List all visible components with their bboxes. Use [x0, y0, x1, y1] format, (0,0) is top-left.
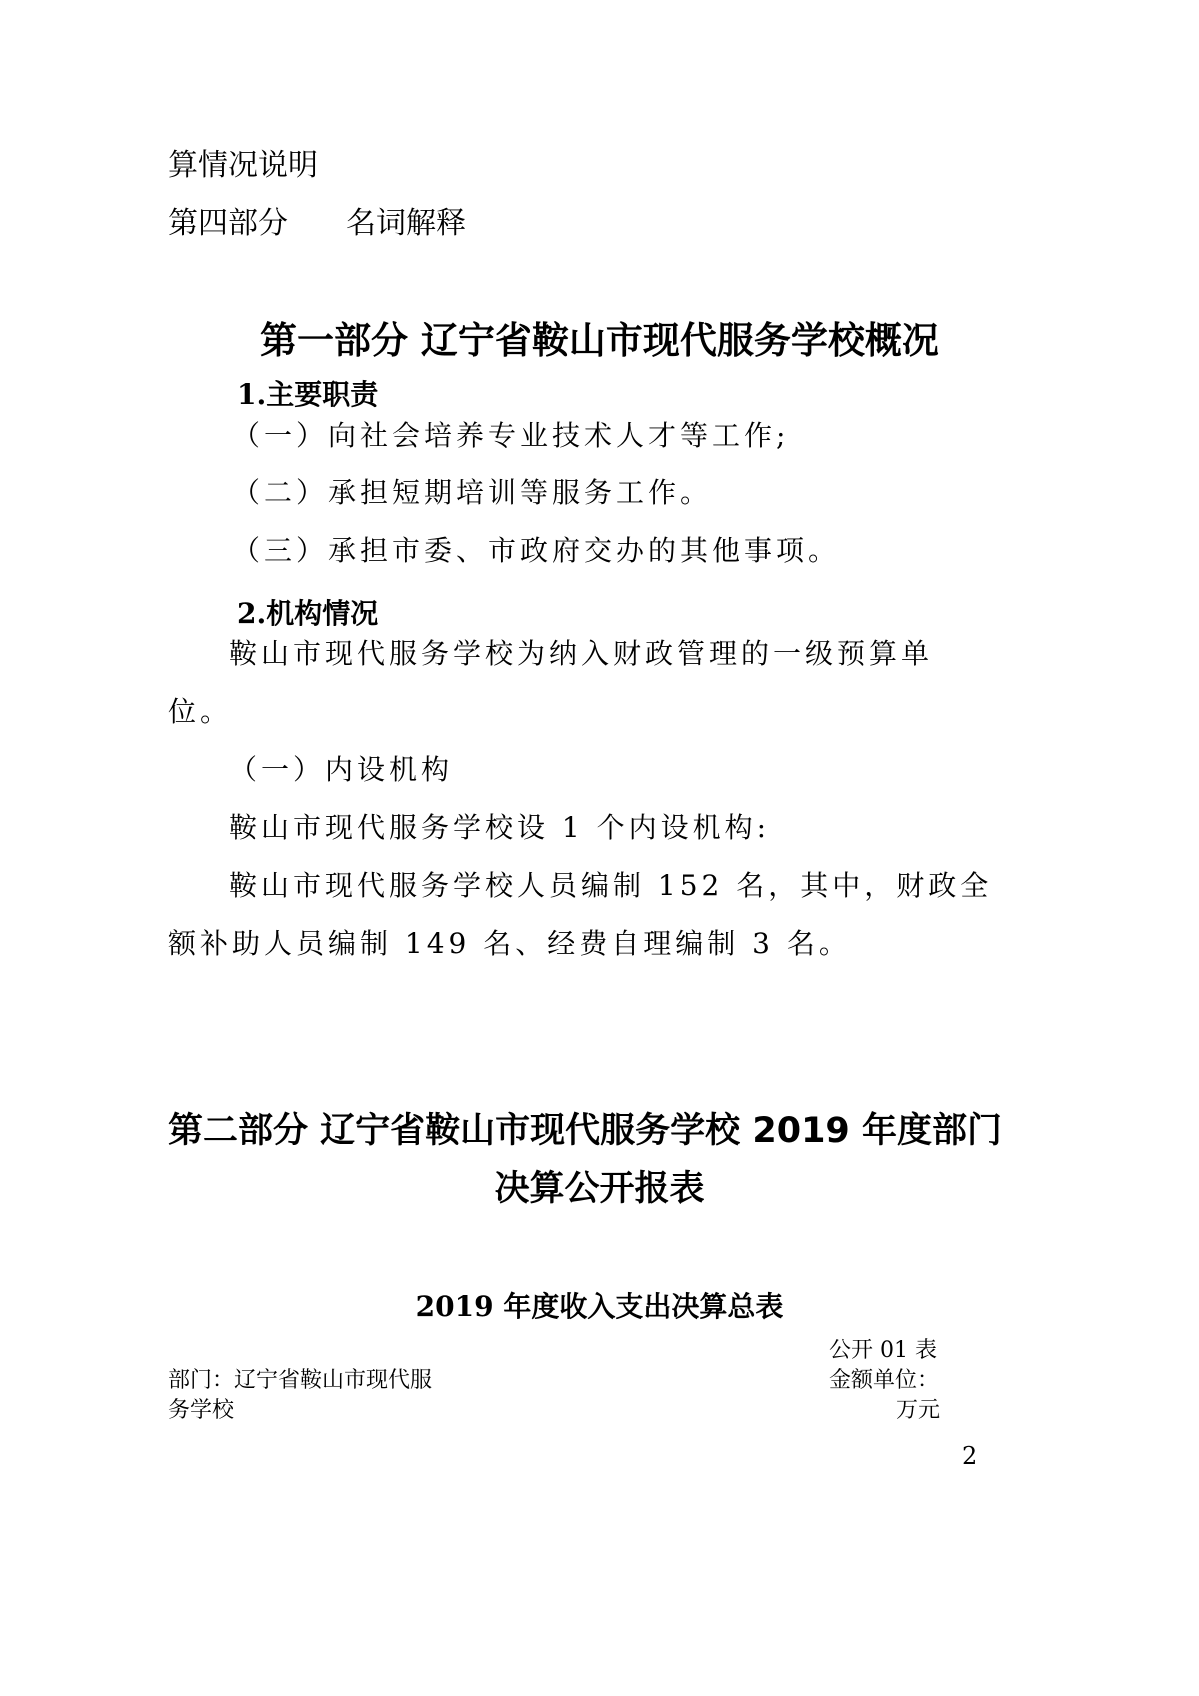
duty-item-2: （二）承担短期培训等服务工作。	[232, 476, 713, 509]
amount-unit-value: 万元	[896, 1398, 941, 1423]
toc-continued-line: 算情况说明	[168, 148, 318, 183]
table-title: 2019 年度收入支出决算总表	[415, 1290, 784, 1323]
amount-unit-label: 金额单位：	[829, 1368, 940, 1393]
department-line1: 部门：辽宁省鞍山市现代服	[168, 1368, 433, 1393]
staff-paragraph-line1: 鞍山市现代服务学校人员编制 152 名，其中，财政全	[229, 869, 993, 902]
org-paragraph-line1: 鞍山市现代服务学校为纳入财政管理的一级预算单	[229, 637, 934, 670]
section1-title: 1.主要职责	[237, 378, 379, 411]
page-number: 2	[962, 1442, 978, 1470]
staff-paragraph-line2: 额补助人员编制 149 名、经费自理编制 3 名。	[168, 927, 851, 960]
section2-title: 2.机构情况	[237, 597, 379, 630]
form-number: 公开 01 表	[829, 1338, 937, 1363]
part1-heading: 第一部分 辽宁省鞍山市现代服务学校概况	[260, 319, 939, 362]
part2-heading-line1: 第二部分 辽宁省鞍山市现代服务学校 2019 年度部门	[168, 1111, 1002, 1151]
duty-item-1: （一）向社会培养专业技术人才等工作;	[232, 419, 790, 452]
internal-org-title: （一）内设机构	[229, 753, 454, 786]
duty-item-3: （三）承担市委、市政府交办的其他事项。	[232, 534, 841, 567]
toc-part4-label: 第四部分	[168, 206, 288, 241]
internal-org-text: 鞍山市现代服务学校设 1 个内设机构:	[229, 811, 771, 844]
toc-part4-title: 名词解释	[346, 206, 466, 241]
toc-part4-entry	[168, 204, 466, 244]
org-paragraph-line2: 位。	[168, 695, 233, 728]
department-line2: 务学校	[168, 1398, 235, 1423]
part2-heading-line2: 决算公开报表	[494, 1169, 705, 1209]
